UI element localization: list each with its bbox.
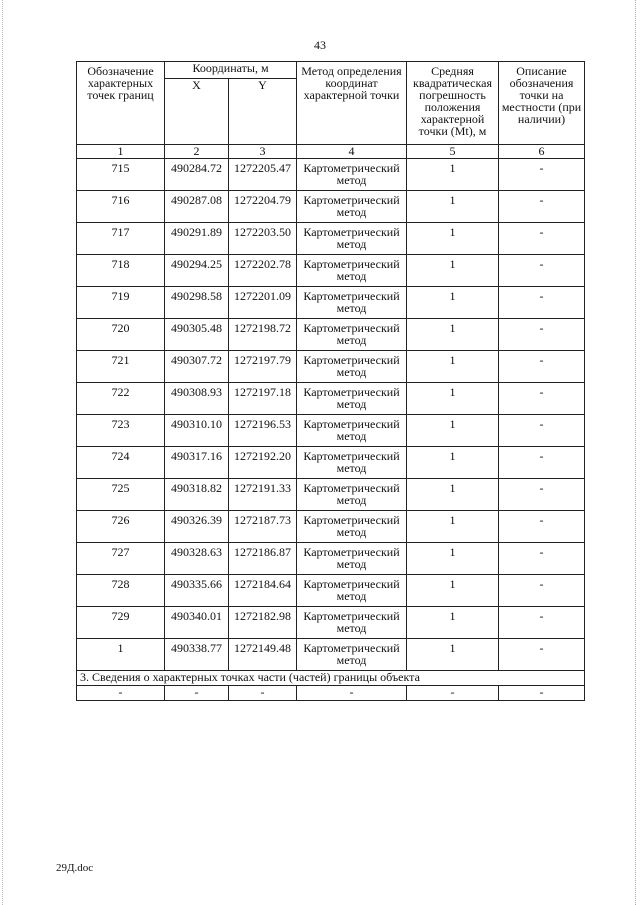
error-cell: 1 — [407, 191, 499, 223]
table-row — [77, 255, 585, 287]
x-coordinate-cell: 490310.10 — [165, 415, 229, 447]
footer-filename: 29Д.doc — [56, 862, 94, 874]
empty-cell: - — [499, 686, 585, 701]
point-id-cell: 718 — [77, 255, 165, 287]
method-cell: Картометрический метод — [297, 479, 407, 511]
x-coordinate-cell: 490326.39 — [165, 511, 229, 543]
header-x: X — [165, 79, 229, 145]
method-cell: Картометрический метод — [297, 511, 407, 543]
method-cell: Картометрический метод — [297, 287, 407, 319]
error-cell: 1 — [407, 351, 499, 383]
error-cell: 1 — [407, 287, 499, 319]
x-coordinate-cell: 490298.58 — [165, 287, 229, 319]
method-cell: Картометрический метод — [297, 351, 407, 383]
table-row — [77, 319, 585, 351]
table-row — [77, 479, 585, 511]
y-coordinate-cell: 1272186.87 — [229, 543, 297, 575]
table-row — [77, 223, 585, 255]
method-cell: Картометрический метод — [297, 255, 407, 287]
header-coordinates: Координаты, м — [165, 62, 297, 79]
point-id-cell: 721 — [77, 351, 165, 383]
y-coordinate-cell: 1272187.73 — [229, 511, 297, 543]
section-title: 3. Сведения о характерных точках части (частей) границы объекта — [77, 671, 585, 686]
description-cell: - — [499, 159, 585, 191]
error-cell: 1 — [407, 575, 499, 607]
point-id-cell: 723 — [77, 415, 165, 447]
error-cell: 1 — [407, 255, 499, 287]
header-method: Метод определения координат характерной точки — [297, 62, 407, 145]
error-cell: 1 — [407, 415, 499, 447]
x-coordinate-cell: 490294.25 — [165, 255, 229, 287]
point-id-cell: 729 — [77, 607, 165, 639]
point-id-cell: 716 — [77, 191, 165, 223]
error-cell: 1 — [407, 159, 499, 191]
error-cell: 1 — [407, 319, 499, 351]
empty-cell: - — [407, 686, 499, 701]
error-cell: 1 — [407, 383, 499, 415]
scan-edge-left — [2, 0, 4, 905]
description-cell: - — [499, 351, 585, 383]
section-row — [77, 671, 585, 686]
description-cell: - — [499, 415, 585, 447]
table-row — [77, 639, 585, 671]
table-row — [77, 511, 585, 543]
column-number: 5 — [407, 145, 499, 159]
description-cell: - — [499, 223, 585, 255]
table-row — [77, 351, 585, 383]
method-cell: Картометрический метод — [297, 415, 407, 447]
empty-cell: - — [165, 686, 229, 701]
y-coordinate-cell: 1272205.47 — [229, 159, 297, 191]
table-row — [77, 191, 585, 223]
column-number-row — [77, 145, 585, 159]
y-coordinate-cell: 1272201.09 — [229, 287, 297, 319]
table-row — [77, 575, 585, 607]
y-coordinate-cell: 1272202.78 — [229, 255, 297, 287]
y-coordinate-cell: 1272198.72 — [229, 319, 297, 351]
x-coordinate-cell: 490305.48 — [165, 319, 229, 351]
point-id-cell: 722 — [77, 383, 165, 415]
description-cell: - — [499, 639, 585, 671]
y-coordinate-cell: 1272197.79 — [229, 351, 297, 383]
point-id-cell: 717 — [77, 223, 165, 255]
table-row — [77, 447, 585, 479]
error-cell: 1 — [407, 223, 499, 255]
error-cell: 1 — [407, 479, 499, 511]
empty-cell: - — [229, 686, 297, 701]
method-cell: Картометрический метод — [297, 191, 407, 223]
description-cell: - — [499, 255, 585, 287]
method-cell: Картометрический метод — [297, 575, 407, 607]
scan-edge-right — [635, 0, 637, 905]
method-cell: Картометрический метод — [297, 319, 407, 351]
table-body — [77, 62, 585, 701]
table-row — [77, 159, 585, 191]
x-coordinate-cell: 490318.82 — [165, 479, 229, 511]
method-cell: Картометрический метод — [297, 639, 407, 671]
y-coordinate-cell: 1272184.64 — [229, 575, 297, 607]
description-cell: - — [499, 319, 585, 351]
point-id-cell: 719 — [77, 287, 165, 319]
empty-cell: - — [297, 686, 407, 701]
table-row — [77, 383, 585, 415]
description-cell: - — [499, 607, 585, 639]
description-cell: - — [499, 479, 585, 511]
table-row — [77, 287, 585, 319]
table-row — [77, 415, 585, 447]
description-cell: - — [499, 191, 585, 223]
x-coordinate-cell: 490291.89 — [165, 223, 229, 255]
x-coordinate-cell: 490307.72 — [165, 351, 229, 383]
method-cell: Картометрический метод — [297, 543, 407, 575]
y-coordinate-cell: 1272203.50 — [229, 223, 297, 255]
column-number: 3 — [229, 145, 297, 159]
point-id-cell: 726 — [77, 511, 165, 543]
point-id-cell: 727 — [77, 543, 165, 575]
x-coordinate-cell: 490338.77 — [165, 639, 229, 671]
header-point-designation: Обозначение характерных точек границ — [77, 62, 165, 145]
x-coordinate-cell: 490284.72 — [165, 159, 229, 191]
description-cell: - — [499, 383, 585, 415]
y-coordinate-cell: 1272204.79 — [229, 191, 297, 223]
header-y: Y — [229, 79, 297, 145]
table-row — [77, 543, 585, 575]
description-cell: - — [499, 287, 585, 319]
header-description: Описание обозначения точки на местности (при наличии) — [499, 62, 585, 145]
x-coordinate-cell: 490328.63 — [165, 543, 229, 575]
error-cell: 1 — [407, 607, 499, 639]
description-cell: - — [499, 511, 585, 543]
column-number: 2 — [165, 145, 229, 159]
y-coordinate-cell: 1272149.48 — [229, 639, 297, 671]
x-coordinate-cell: 490335.66 — [165, 575, 229, 607]
error-cell: 1 — [407, 511, 499, 543]
x-coordinate-cell: 490287.08 — [165, 191, 229, 223]
error-cell: 1 — [407, 639, 499, 671]
table-row — [77, 607, 585, 639]
x-coordinate-cell: 490308.93 — [165, 383, 229, 415]
point-id-cell: 724 — [77, 447, 165, 479]
empty-row — [77, 686, 585, 701]
point-id-cell: 715 — [77, 159, 165, 191]
boundary-points-table — [76, 61, 585, 701]
method-cell: Картометрический метод — [297, 447, 407, 479]
point-id-cell: 720 — [77, 319, 165, 351]
description-cell: - — [499, 575, 585, 607]
column-number: 6 — [499, 145, 585, 159]
x-coordinate-cell: 490340.01 — [165, 607, 229, 639]
description-cell: - — [499, 543, 585, 575]
y-coordinate-cell: 1272197.18 — [229, 383, 297, 415]
point-id-cell: 725 — [77, 479, 165, 511]
header-row-main — [77, 62, 585, 79]
column-number: 4 — [297, 145, 407, 159]
empty-cell: - — [77, 686, 165, 701]
header-error: Средняя квадратическая погрешность положения характерной точки (Mt), м — [407, 62, 499, 145]
method-cell: Картометрический метод — [297, 159, 407, 191]
column-number: 1 — [77, 145, 165, 159]
page-number: 43 — [314, 38, 326, 52]
method-cell: Картометрический метод — [297, 383, 407, 415]
error-cell: 1 — [407, 447, 499, 479]
y-coordinate-cell: 1272182.98 — [229, 607, 297, 639]
point-id-cell: 728 — [77, 575, 165, 607]
method-cell: Картометрический метод — [297, 607, 407, 639]
point-id-cell: 1 — [77, 639, 165, 671]
description-cell: - — [499, 447, 585, 479]
error-cell: 1 — [407, 543, 499, 575]
y-coordinate-cell: 1272196.53 — [229, 415, 297, 447]
x-coordinate-cell: 490317.16 — [165, 447, 229, 479]
y-coordinate-cell: 1272192.20 — [229, 447, 297, 479]
method-cell: Картометрический метод — [297, 223, 407, 255]
y-coordinate-cell: 1272191.33 — [229, 479, 297, 511]
